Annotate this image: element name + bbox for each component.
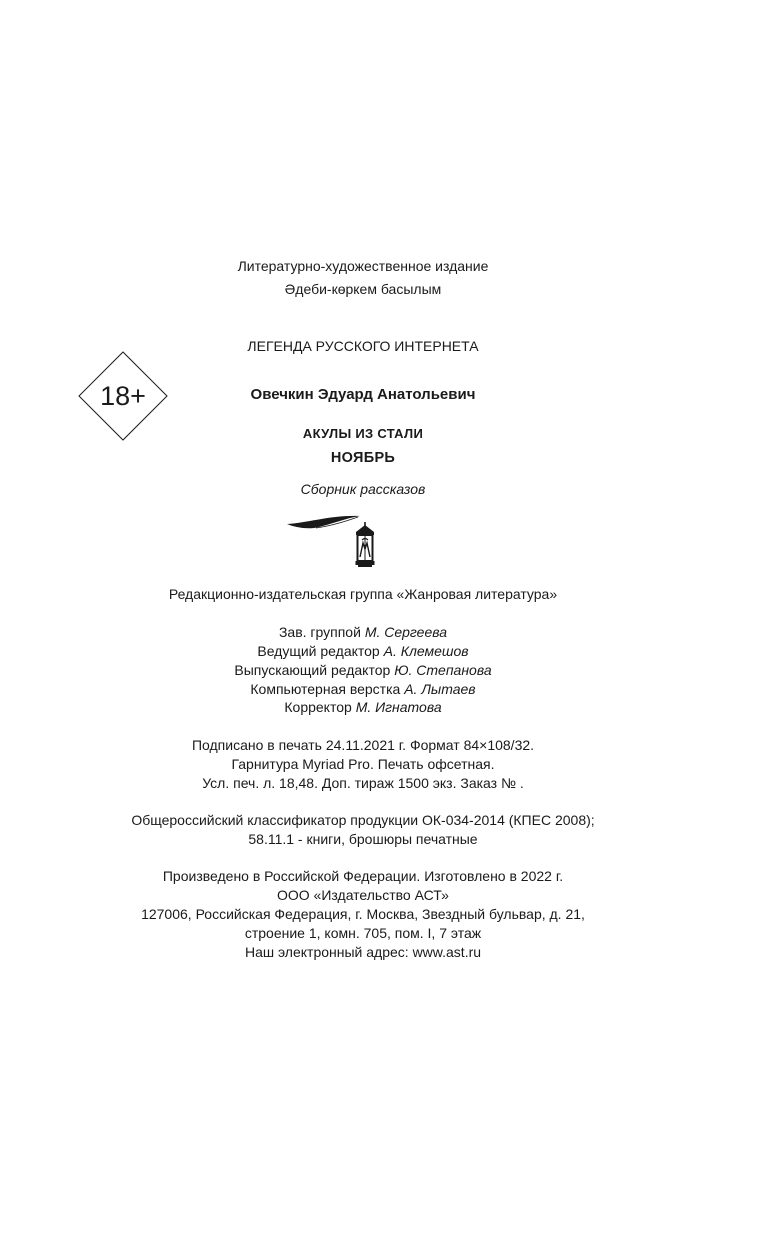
staff-role: Выпускающий редактор (234, 662, 391, 678)
staff-name: М. Игнатова (355, 699, 442, 715)
print-info-line3: Усл. печ. л. 18,48. Доп. тираж 1500 экз. Заказ № . (202, 775, 524, 791)
book-title-line1: АКУЛЫ ИЗ СТАЛИ (302, 426, 424, 441)
staff-name: Ю. Степанова (394, 662, 492, 678)
book-title-line2: НОЯБРЬ (330, 450, 396, 466)
author-name: Овечкин Эдуард Анатольевич (250, 386, 476, 403)
publisher-group: Редакционно-издательская группа «Жанровая литература» (168, 586, 558, 602)
staff-role: Зав. группой (278, 624, 361, 640)
staff-line (0, 680, 726, 698)
staff-name: А. Лытаев (404, 681, 476, 697)
imprint-line2: ООО «Издательство АСТ» (277, 887, 449, 903)
imprint-line3: 127006, Российская Федерация, г. Москва, Звездный бульвар, д. 21, (141, 906, 585, 922)
staff-name: М. Сергеева (364, 624, 448, 640)
imprint-line1: Произведено в Российской Федерации. Изготовлено в 2022 г. (162, 868, 564, 884)
edition-type-ru: Литературно-художественное издание (237, 258, 489, 274)
print-info-line1: Подписано в печать 24.11.2021 г. Формат 84×108/32. (191, 737, 535, 753)
staff-role: Ведущий редактор (257, 643, 380, 659)
edition-type-kz: Әдеби-көркем басылым (284, 281, 442, 297)
imprint-line5: Наш электронный адрес: www.ast.ru (244, 944, 482, 960)
series-name: ЛЕГЕНДА РУССКОГО ИНТЕРНЕТА (247, 338, 479, 354)
lantern-quill-icon (286, 513, 386, 571)
staff-name: А. Клемешов (383, 643, 469, 659)
staff-line (0, 642, 726, 660)
staff-role: Корректор (284, 699, 352, 715)
staff-line (0, 623, 726, 641)
staff-role: Компьютерная верстка (250, 681, 401, 697)
book-subtitle: Сборник рассказов (300, 481, 426, 497)
classifier-line1: Общероссийский классификатор продукции ОК-034-2014 (КПЕС 2008); (131, 812, 595, 828)
age-rating-text: 18+ (100, 381, 146, 411)
imprint-line4: строение 1, комн. 705, пом. I, 7 этаж (244, 925, 482, 941)
classifier-line2: 58.11.1 - книги, брошюры печатные (248, 831, 478, 847)
print-info-line2: Гарнитура Myriad Pro. Печать офсетная. (231, 756, 495, 772)
staff-line (0, 698, 726, 716)
staff-line (0, 661, 726, 679)
